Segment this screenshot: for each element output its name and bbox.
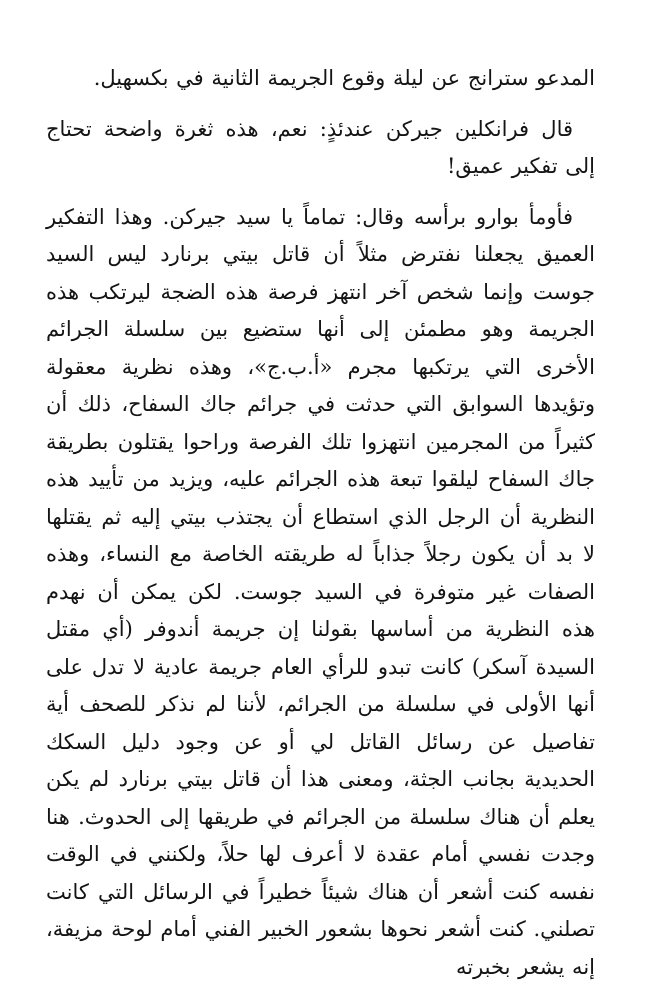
paragraph-1: المدعو سترانج عن ليلة وقوع الجريمة الثانية في بكسهيل. — [93, 66, 595, 90]
paragraph-3: فأومأ بوارو برأسه وقال: تماماً يا سيد جيركن. وهذا التفكير العميق يجعلنا نفترض مثلاً أن قاتل بيتي برنارد ليس السيد جوست وإنما شخص آخر انتهز فرصة هذه الضجة ليرتكب هذه الجريمة وهو مطمئن إلى أنها ستضيع بين سلسلة الجرائم الأخرى التي يرتكبها مجرم «أ.ب.ج»، وهذه نظرية معقولة وتؤيدها السوابق التي حدثت في جرائم جاك السفاح، ذلك أن كثيراً من المجرمين انتهزوا تلك الفرصة وراحوا يقتلون بطريقة جاك السفاح ليلقوا تبعة هذه الجرائم عليه، ويزيد من تأييد هذه النظرية أن الرجل الذي استطاع أن يجتذب بيتي إليه ثم يقتلها لا بد أن يكون رجلاً جذاباً له طريقته الخاصة مع النساء، وهذه الصفات غير متوفرة في السيد جوست. لكن يمكن أن نهدم هذه النظرية من أساسها بقولنا إن جريمة أندوفر (أي مقتل السيدة آسكر) كانت تبدو للرأي العام جريمة عادية لا تدل على أنها الأولى في سلسلة من الجرائم، لأننا لم نذكر للصحف أية تفاصيل عن رسائل القاتل لي أو عن وجود دليل السكك الحديدية بجانب الجثة، ومعنى هذا أن قاتل بيتي برنارد لم يكن يعلم أن هناك سلسلة من الجرائم في طريقها إلى الحدوث. هنا وجدت نفسي أمام عقدة لا أعرف لها حلاً، ولكنني في الوقت نفسه كنت أشعر أن هناك شيئاً خطيراً في الرسائل التي كانت تصلني. كنت أشعر نحوها بشعور الخبير الفني أمام لوحة مزيفة، إنه يشعر بخبرته — [46, 204, 595, 979]
paragraph-2: قال فرانكلين جيركن عندئذٍ: نعم، هذه ثغرة واضحة تحتاج إلى تفكير عميق! — [46, 116, 595, 178]
